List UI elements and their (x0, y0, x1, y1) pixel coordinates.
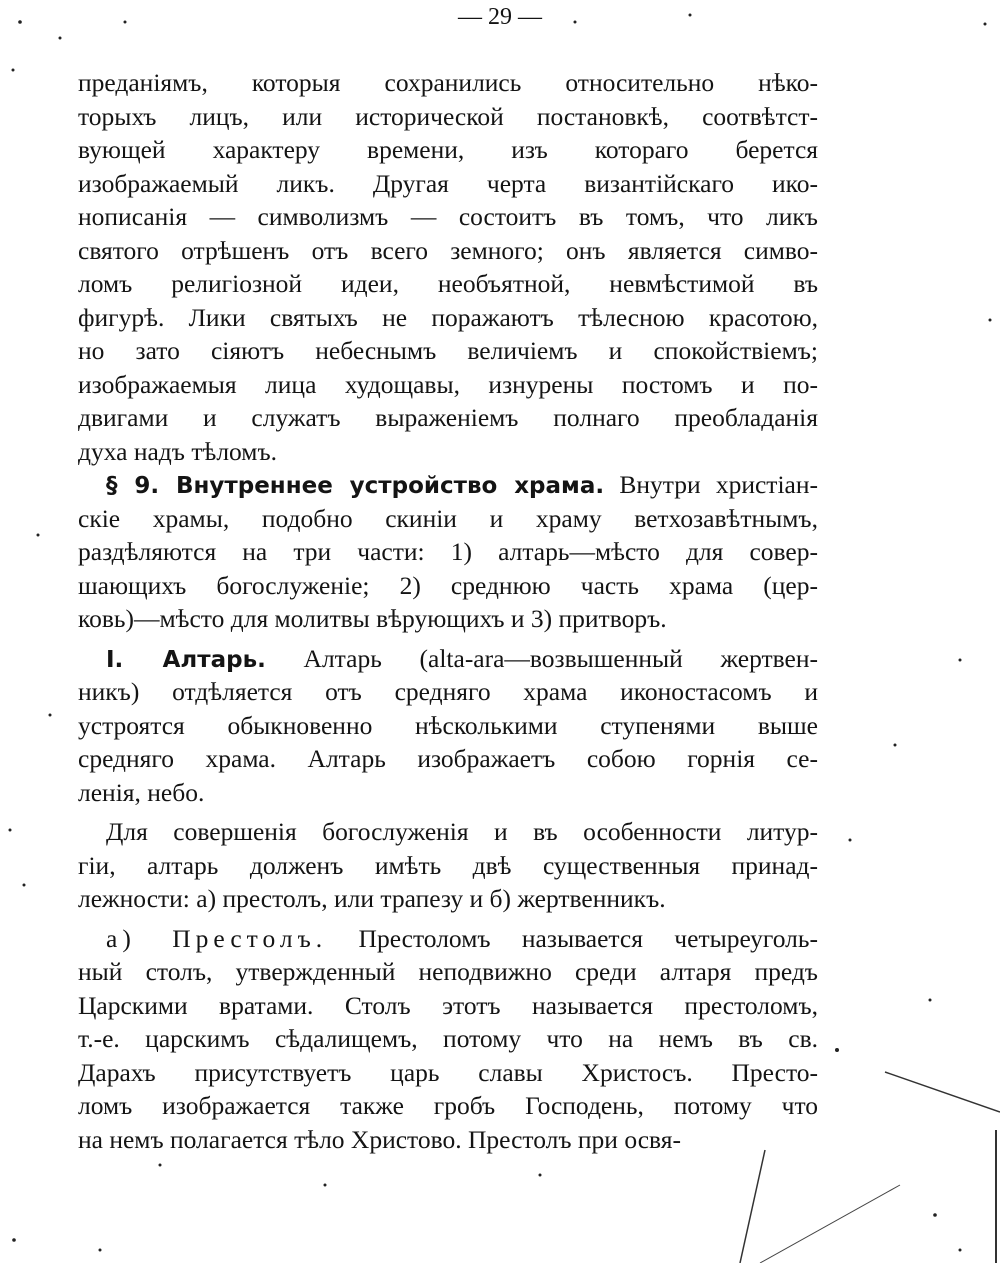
text-line: шающихъ богослуженіе; 2) среднюю часть храма (цер- (78, 570, 818, 600)
text-line: лежности: а) престолъ, или трапезу и б) жертвенникъ. (78, 884, 666, 913)
text-line: т.-е. царскимъ сѣдалищемъ, потому что на немъ въ св. (78, 1024, 818, 1053)
text-line: но зато сіяютъ небеснымъ величіемъ и спокойствіемъ; (78, 336, 818, 365)
text-line: преданіямъ, которыя сохранились относительно нѣко- (78, 68, 818, 97)
text-line: изображаемыя лица худощавы, изнурены постомъ и по- (78, 369, 818, 399)
text-line: на немъ полагается тѣло Христово. Престолъ при освя- (78, 1124, 681, 1154)
text-line: ломъ изображается также гробъ Господень, потому что (78, 1091, 818, 1120)
text-line: Дарахъ присутствуетъ царь славы Христосъ. Престо- (78, 1057, 818, 1087)
text-line: ленія, небо. (78, 777, 205, 807)
scan-scratch-line (885, 1072, 1000, 1112)
text-line: устроятся обыкновенно нѣсколькими ступенями выше (78, 710, 818, 740)
text-line: ный столъ, утвержденный неподвижно среди алтаря предъ (78, 957, 818, 986)
text-line: фигурѣ. Лики святыхъ не поражаютъ тѣлесною красотою, (78, 302, 818, 332)
text-line: торыхъ лицъ, или исторической постановкѣ, соотвѣтст- (78, 101, 818, 131)
text-line: вующей характеру времени, изъ котораго берется (78, 135, 818, 164)
section-heading: § 9. Внутреннее устройство храма. (106, 473, 605, 499)
text-line: святого отрѣшенъ отъ всего земного; онъ является симво- (78, 235, 818, 265)
text-line: нописанія — символизмъ — состоитъ въ томъ, что ликъ (78, 202, 818, 231)
text-line: никъ) отдѣляется отъ средняго храма иконостасомъ и (78, 677, 818, 706)
text-line: средняго храма. Алтарь изображаетъ собою горнія се- (78, 744, 818, 773)
text-fragment: Престоломъ называется четыреуголь- (358, 923, 818, 953)
subsection-heading: I. Алтарь. (106, 646, 266, 673)
text-fragment: Внутри христіан- (619, 470, 818, 499)
scan-scratch-line (740, 1150, 765, 1263)
text-line: ломъ религіозной идеи, необъятной, невмѣстимой въ (78, 269, 818, 298)
text-line: изображаемый ликъ. Другая черта византійскаго ико- (78, 168, 818, 198)
text-line: духа надъ тѣломъ. (78, 436, 278, 466)
text-fragment: Алтарь (alta-ara—возвышенный жертвен- (303, 643, 819, 673)
page-number: — 29 — (458, 4, 542, 30)
text-line: скіе храмы, подобно скиніи и храму ветхозавѣтнымъ, (78, 503, 818, 533)
scan-scratch-line (760, 1185, 900, 1263)
spaced-heading: а) Престолъ. (106, 923, 328, 953)
text-line: двигами и служатъ выраженіемъ полнаго преобладанія (78, 403, 818, 432)
text-line: ковь)—мѣсто для молитвы вѣрующихъ и 3) притворъ. (78, 604, 667, 633)
text-line: гіи, алтарь долженъ имѣть двѣ существенныя принад- (78, 850, 818, 880)
text-line: Для совершенія богослуженія и въ особенности литур- (106, 817, 818, 846)
text-line: раздѣляются на три части: 1) алтарь—мѣсто для совер- (78, 537, 818, 566)
text-line: Царскими вратами. Столъ этотъ называется престоломъ, (78, 990, 818, 1020)
